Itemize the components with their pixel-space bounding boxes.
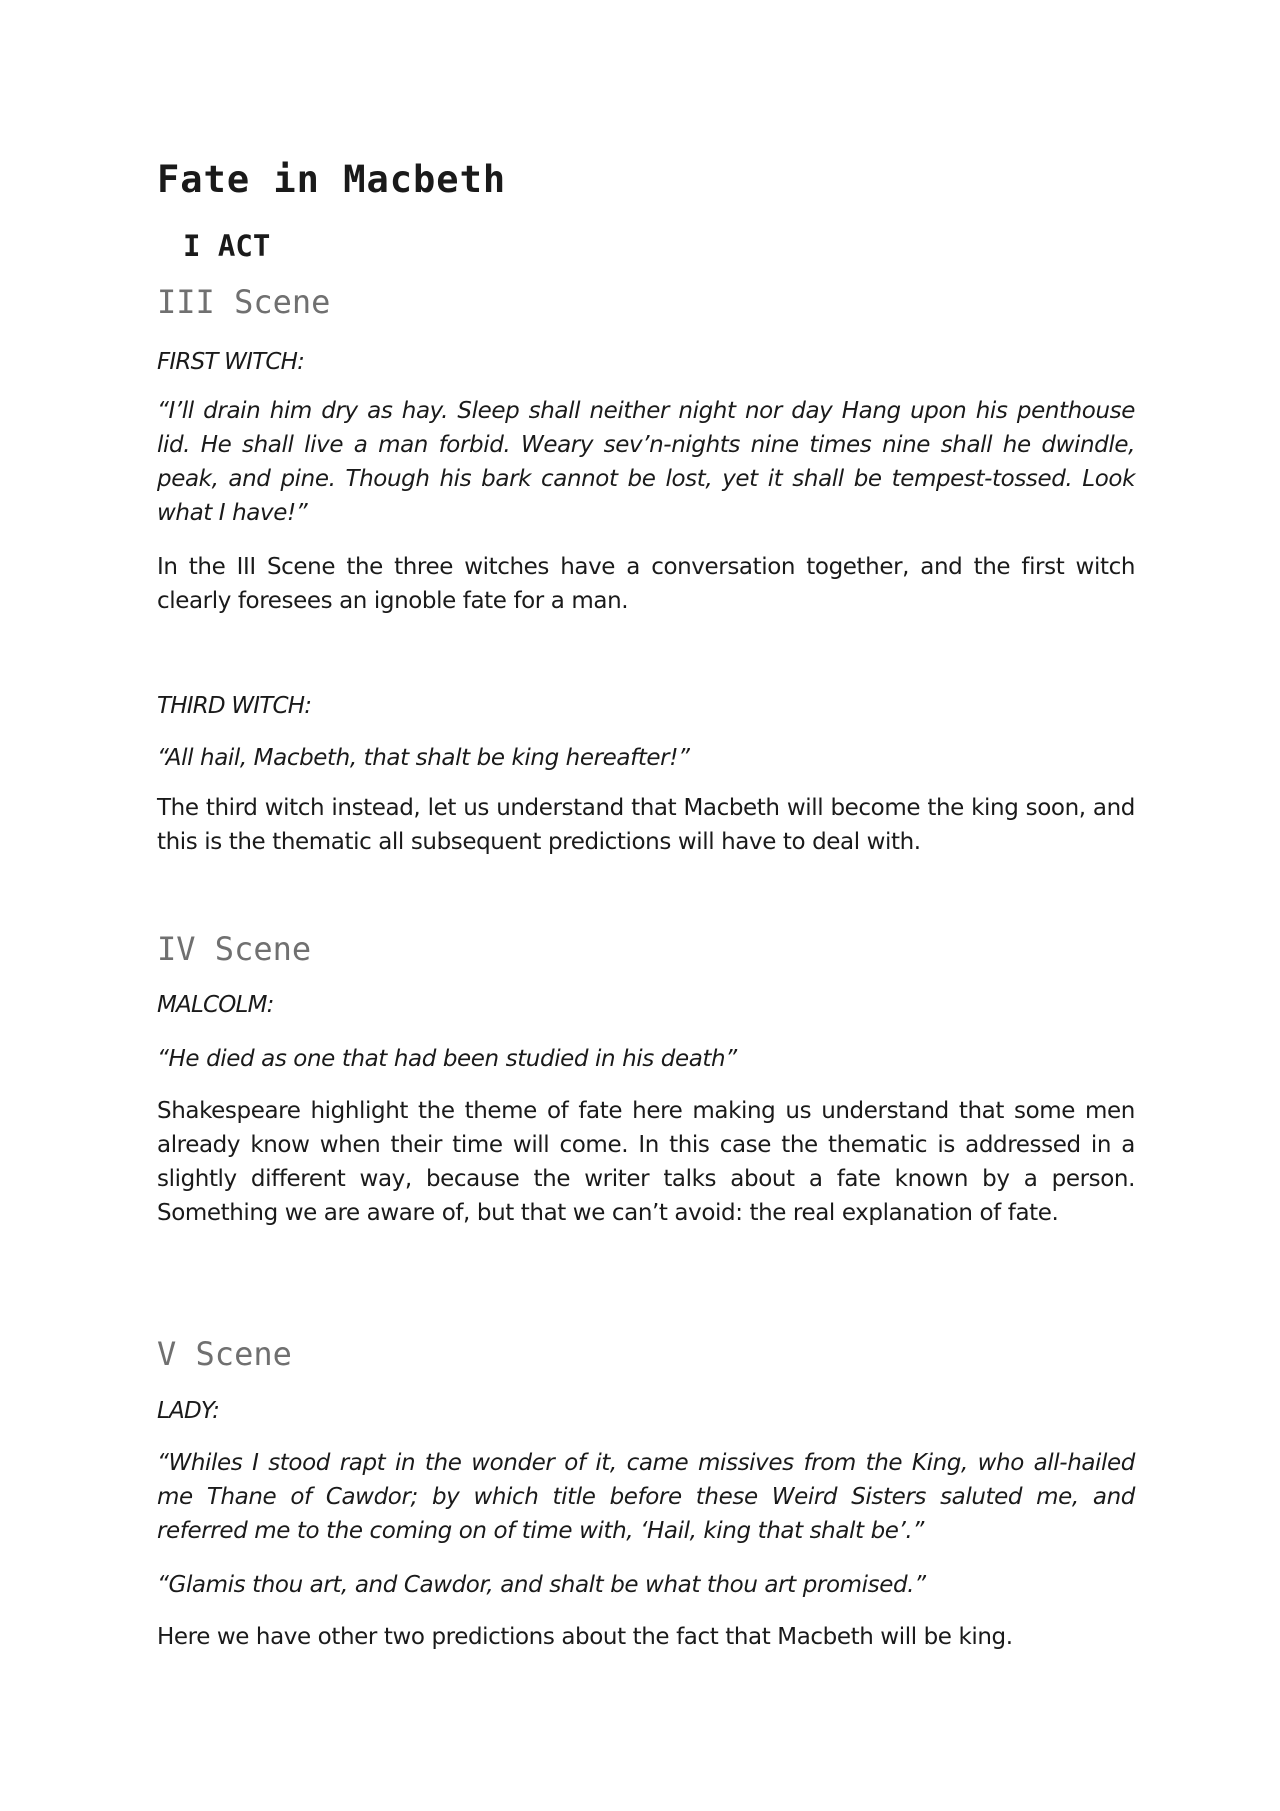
speaker-first-witch: FIRST WITCH: bbox=[157, 349, 305, 375]
scene-heading-iv: IV Scene bbox=[157, 930, 312, 968]
act-heading: I ACT bbox=[183, 229, 271, 263]
scene-heading-iii: III Scene bbox=[157, 283, 331, 321]
quote-lady-letter: “Whiles I stood rapt in the wonder of it, came missives from the King, who all-hailed me Thane of Cawdor; by which title before these Weird Sisters saluted me, and referred me to the coming on of time with, ‘Hail, king that shalt be’.” bbox=[157, 1450, 1135, 1544]
quote-lady-glamis: “Glamis thou art, and Cawdor, and shalt be what thou art promised.” bbox=[157, 1572, 926, 1598]
scene-heading-v: V Scene bbox=[157, 1335, 292, 1373]
commentary-lady: Here we have other two predictions about the fact that Macbeth will be king. bbox=[157, 1624, 1013, 1650]
commentary-malcolm: Shakespeare highlight the theme of fate here making us understand that some men already know when their time will come. In this case the thematic is addressed in a slightly different way, because the writer talks about a fate known by a person. Something we are aware of, but that we can’t avoid: the real explanation of fate. bbox=[157, 1098, 1135, 1226]
speaker-third-witch: THIRD WITCH: bbox=[157, 693, 312, 719]
speaker-malcolm: MALCOLM: bbox=[157, 992, 274, 1018]
document-title: Fate in Macbeth bbox=[157, 158, 507, 201]
commentary-first-witch: In the III Scene the three witches have a conversation together, and the first witch clearly foresees an ignoble fate for a man. bbox=[157, 554, 1135, 614]
commentary-third-witch: The third witch instead, let us understand that Macbeth will become the king soon, and this is the thematic all subsequent predictions will have to deal with. bbox=[157, 795, 1135, 855]
quote-first-witch: “I’ll drain him dry as hay. Sleep shall neither night nor day Hang upon his penthouse lid. He shall live a man forbid. Weary sev’n-nights nine times nine shall he dwindle, peak, and pine. Though his bark cannot be lost, yet it shall be tempest-tossed. Look what I have!” bbox=[157, 398, 1135, 526]
speaker-lady: LADY: bbox=[157, 1398, 220, 1424]
quote-malcolm: “He died as one that had been studied in his death” bbox=[157, 1046, 737, 1072]
quote-third-witch: “All hail, Macbeth, that shalt be king hereafter!” bbox=[157, 745, 690, 771]
